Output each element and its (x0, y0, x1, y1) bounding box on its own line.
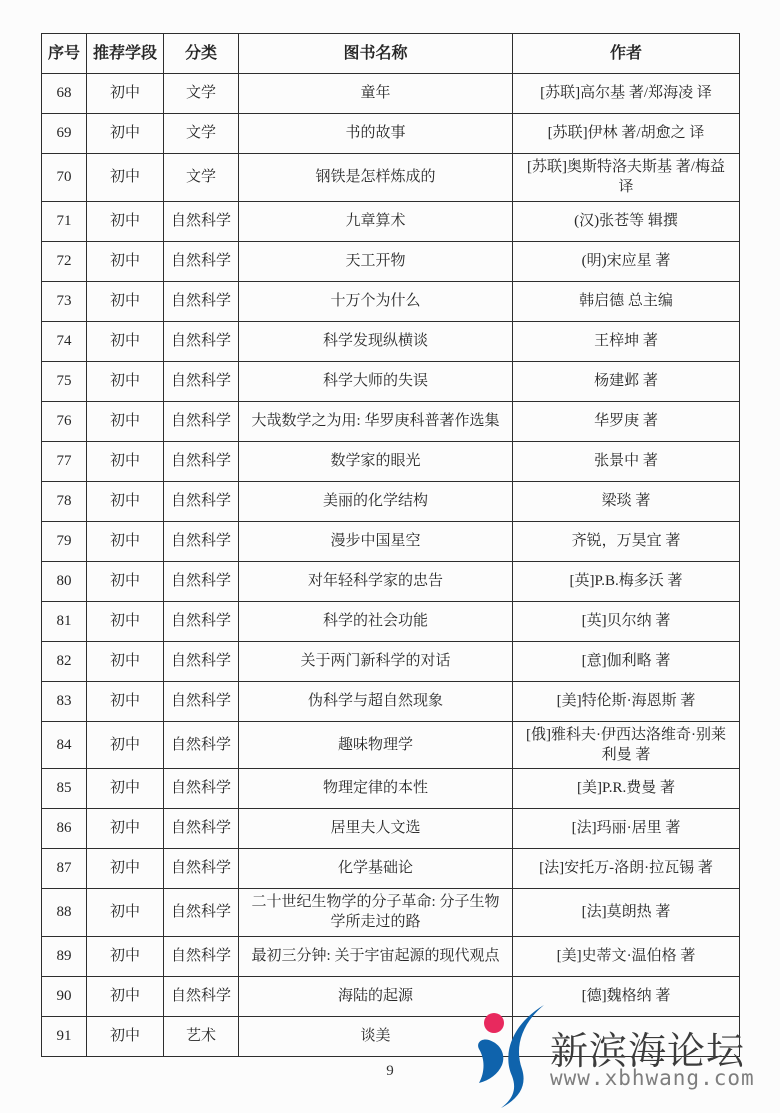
cell-author: 韩启德 总主编 (513, 281, 740, 321)
cell-stage: 初中 (87, 441, 164, 481)
cell-title: 科学大师的失误 (239, 361, 513, 401)
cell-stage: 初中 (87, 481, 164, 521)
cell-category: 自然科学 (164, 481, 239, 521)
cell-no: 82 (42, 641, 87, 681)
cell-no: 85 (42, 769, 87, 809)
cell-title: 谈美 (239, 1016, 513, 1056)
cell-author: 华罗庚 著 (513, 401, 740, 441)
cell-category: 艺术 (164, 1016, 239, 1056)
cell-stage: 初中 (87, 849, 164, 889)
cell-category: 文学 (164, 114, 239, 154)
cell-no: 68 (42, 74, 87, 114)
table-row (42, 241, 740, 281)
cell-stage: 初中 (87, 114, 164, 154)
cell-author: [美]P.R.费曼 著 (513, 769, 740, 809)
cell-category: 自然科学 (164, 561, 239, 601)
cell-title: 十万个为什么 (239, 281, 513, 321)
cell-title: 大哉数学之为用: 华罗庚科普著作选集 (239, 401, 513, 441)
cell-title: 居里夫人文选 (239, 809, 513, 849)
cell-category: 文学 (164, 74, 239, 114)
cell-author: [法]莫朗热 著 (513, 889, 740, 937)
cell-no: 89 (42, 936, 87, 976)
cell-no: 76 (42, 401, 87, 441)
table-row (42, 641, 740, 681)
table-row (42, 441, 740, 481)
cell-title: 数学家的眼光 (239, 441, 513, 481)
cell-author: [苏联]奥斯特洛夫斯基 著/梅益 译 (513, 154, 740, 202)
cell-title: 对年轻科学家的忠告 (239, 561, 513, 601)
table-row (42, 361, 740, 401)
cell-no: 74 (42, 321, 87, 361)
cell-category: 自然科学 (164, 361, 239, 401)
cell-no: 83 (42, 681, 87, 721)
cell-author: 王梓坤 著 (513, 321, 740, 361)
table-row (42, 936, 740, 976)
cell-author: [苏联]伊林 著/胡愈之 译 (513, 114, 740, 154)
cell-title: 关于两门新科学的对话 (239, 641, 513, 681)
cell-stage: 初中 (87, 889, 164, 937)
cell-no: 81 (42, 601, 87, 641)
cell-author: [英]P.B.梅多沃 著 (513, 561, 740, 601)
cell-stage: 初中 (87, 361, 164, 401)
cell-no: 77 (42, 441, 87, 481)
table-row (42, 561, 740, 601)
cell-author: [法]玛丽·居里 著 (513, 809, 740, 849)
cell-category: 自然科学 (164, 976, 239, 1016)
cell-category: 文学 (164, 154, 239, 202)
cell-stage: 初中 (87, 721, 164, 769)
table-row (42, 889, 740, 937)
cell-no: 70 (42, 154, 87, 202)
table-row (42, 681, 740, 721)
cell-category: 自然科学 (164, 601, 239, 641)
cell-stage: 初中 (87, 936, 164, 976)
page-number: 9 (386, 1063, 394, 1079)
cell-title: 漫步中国星空 (239, 521, 513, 561)
cell-title: 海陆的起源 (239, 976, 513, 1016)
cell-author: [美]史蒂文·温伯格 著 (513, 936, 740, 976)
header-title: 图书名称 (239, 34, 513, 74)
cell-no: 75 (42, 361, 87, 401)
cell-stage: 初中 (87, 769, 164, 809)
cell-author: (明)宋应星 著 (513, 241, 740, 281)
table-row (42, 849, 740, 889)
cell-title: 天工开物 (239, 241, 513, 281)
cell-stage: 初中 (87, 241, 164, 281)
cell-author: [苏联]高尔基 著/郑海凌 译 (513, 74, 740, 114)
watermark-site-url: www.xbhwang.com (550, 1066, 755, 1090)
table-row (42, 321, 740, 361)
table-row (42, 401, 740, 441)
cell-author: 齐锐，万昊宜 著 (513, 521, 740, 561)
cell-category: 自然科学 (164, 201, 239, 241)
header-author: 作者 (513, 34, 740, 74)
cell-category: 自然科学 (164, 441, 239, 481)
cell-category: 自然科学 (164, 809, 239, 849)
cell-category: 自然科学 (164, 769, 239, 809)
cell-stage: 初中 (87, 521, 164, 561)
recommended-books-table (41, 33, 740, 1057)
table-row (42, 809, 740, 849)
cell-no: 88 (42, 889, 87, 937)
cell-title: 书的故事 (239, 114, 513, 154)
cell-category: 自然科学 (164, 401, 239, 441)
cell-title: 钢铁是怎样炼成的 (239, 154, 513, 202)
cell-no: 79 (42, 521, 87, 561)
cell-title: 科学的社会功能 (239, 601, 513, 641)
cell-author: [俄]雅科夫·伊西达洛维奇·别莱利曼 著 (513, 721, 740, 769)
cell-author: [法]安托万-洛朗·拉瓦锡 著 (513, 849, 740, 889)
cell-category: 自然科学 (164, 681, 239, 721)
cell-stage: 初中 (87, 1016, 164, 1056)
table-row (42, 201, 740, 241)
cell-stage: 初中 (87, 321, 164, 361)
cell-no: 87 (42, 849, 87, 889)
cell-no: 84 (42, 721, 87, 769)
cell-category: 自然科学 (164, 849, 239, 889)
cell-no: 69 (42, 114, 87, 154)
cell-no: 86 (42, 809, 87, 849)
header-category: 分类 (164, 34, 239, 74)
table-row (42, 976, 740, 1016)
cell-stage: 初中 (87, 154, 164, 202)
cell-category: 自然科学 (164, 721, 239, 769)
cell-title: 美丽的化学结构 (239, 481, 513, 521)
cell-stage: 初中 (87, 976, 164, 1016)
header-row (42, 34, 740, 74)
cell-no: 78 (42, 481, 87, 521)
cell-stage: 初中 (87, 601, 164, 641)
table-row (42, 721, 740, 769)
cell-stage: 初中 (87, 561, 164, 601)
header-stage: 推荐学段 (87, 34, 164, 74)
cell-stage: 初中 (87, 281, 164, 321)
cell-category: 自然科学 (164, 521, 239, 561)
cell-no: 72 (42, 241, 87, 281)
table-header (42, 34, 740, 74)
cell-title: 最初三分钟: 关于宇宙起源的现代观点 (239, 936, 513, 976)
cell-category: 自然科学 (164, 889, 239, 937)
table-row (42, 481, 740, 521)
table-row (42, 281, 740, 321)
cell-author: [英]贝尔纳 著 (513, 601, 740, 641)
watermark-site-name: 新滨海论坛 (550, 1031, 746, 1073)
cell-category: 自然科学 (164, 641, 239, 681)
cell-stage: 初中 (87, 201, 164, 241)
header-no: 序号 (42, 34, 87, 74)
table-row (42, 1016, 740, 1056)
cell-no: 80 (42, 561, 87, 601)
cell-author: 梁琰 著 (513, 481, 740, 521)
cell-title: 科学发现纵横谈 (239, 321, 513, 361)
cell-author: [美]特伦斯·海恩斯 著 (513, 681, 740, 721)
cell-author: (汉)张苍等 辑撰 (513, 201, 740, 241)
cell-stage: 初中 (87, 681, 164, 721)
cell-title: 化学基础论 (239, 849, 513, 889)
table-row (42, 74, 740, 114)
cell-author: [德]魏格纳 著 (513, 976, 740, 1016)
cell-author: 张景中 著 (513, 441, 740, 481)
cell-title: 伪科学与超自然现象 (239, 681, 513, 721)
table-row (42, 114, 740, 154)
cell-no: 91 (42, 1016, 87, 1056)
cell-stage: 初中 (87, 401, 164, 441)
cell-title: 二十世纪生物学的分子革命: 分子生物学所走过的路 (239, 889, 513, 937)
cell-author: [意]伽利略 著 (513, 641, 740, 681)
cell-title: 趣味物理学 (239, 721, 513, 769)
cell-author (513, 1016, 740, 1056)
table-row (42, 601, 740, 641)
cell-title: 童年 (239, 74, 513, 114)
cell-author: 杨建邺 著 (513, 361, 740, 401)
table-row (42, 521, 740, 561)
cell-no: 73 (42, 281, 87, 321)
cell-category: 自然科学 (164, 281, 239, 321)
table-row (42, 769, 740, 809)
cell-title: 物理定律的本性 (239, 769, 513, 809)
cell-title: 九章算术 (239, 201, 513, 241)
table-row (42, 154, 740, 202)
cell-stage: 初中 (87, 809, 164, 849)
cell-stage: 初中 (87, 74, 164, 114)
cell-category: 自然科学 (164, 936, 239, 976)
cell-category: 自然科学 (164, 241, 239, 281)
cell-category: 自然科学 (164, 321, 239, 361)
cell-stage: 初中 (87, 641, 164, 681)
table-body (42, 74, 740, 1057)
cell-no: 71 (42, 201, 87, 241)
cell-no: 90 (42, 976, 87, 1016)
